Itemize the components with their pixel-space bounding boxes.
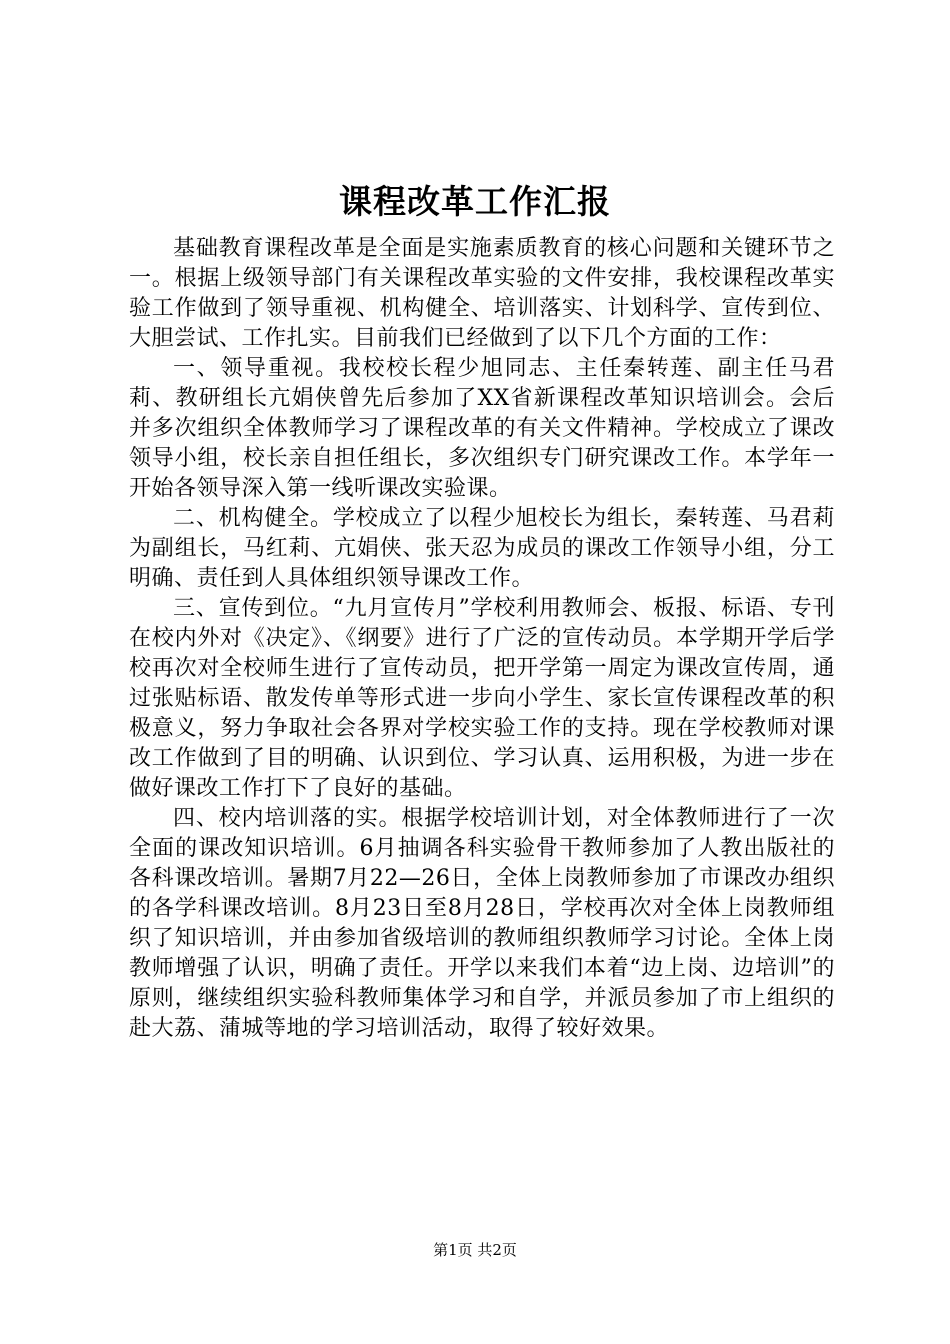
document-body	[129, 234, 835, 1044]
paragraph-intro: 基础教育课程改革是全面是实施素质教育的核心问题和关键环节之一。根据上级领导部门有关课程改革实验的文件安排，我校课程改革实验工作做到了领导重视、机构健全、培训落实、计划科学、宣传到位、大胆尝试、工作扎实。目前我们已经做到了以下几个方面的工作：	[129, 236, 835, 351]
paragraph-publicity: 三、宣传到位。“九月宣传月”学校利用教师会、板报、标语、专刊在校内外对《决定》、《纲要》进行了广泛的宣传动员。本学期开学后学校再次对全校师生进行了宣传动员，把开学第一周定为课改宣传周，通过张贴标语、散发传单等形式进一步向小学生、家长宣传课程改革的积极意义，努力争取社会各界对学校实验工作的支持。现在学校教师对课改工作做到了目的明确、认识到位、学习认真、运用积极，为进一步在做好课改工作打下了良好的基础。	[129, 596, 835, 801]
document-title: 课程改革工作汇报	[339, 182, 611, 221]
paragraph-leadership: 一、领导重视。我校校长程少旭同志、主任秦转莲、副主任马君莉、教研组长亢娟侠曾先后参加了XX省新课程改革知识培训会。会后并多次组织全体教师学习了课程改革的有关文件精神。学校成立了课改领导小组，校长亲自担任组长，多次组织专门研究课改工作。本学年一开始各领导深入第一线听课改实验课。	[129, 356, 835, 501]
paragraph-organization: 二、机构健全。学校成立了以程少旭校长为组长，秦转莲、马君莉为副组长，马红莉、亢娟侠、张天忍为成员的课改工作领导小组，分工明确、责任到人具体组织领导课改工作。	[129, 506, 835, 591]
paragraph-training: 四、校内培训落的实。根据学校培训计划，对全体教师进行了一次全面的课改知识培训。6月抽调各科实验骨干教师参加了人教出版社的各科课改培训。暑期7月22—26日，全体上岗教师参加了市课改办组织的各学科课改培训。8月23日至8月28日，学校再次对全体上岗教师组织了知识培训，并由参加省级培训的教师组织教师学习讨论。全体上岗教师增强了认识，明确了责任。开学以来我们本着“边上岗、边培训”的原则，继续组织实验科教师集体学习和自学，并派员参加了市上组织的赴大荔、蒲城等地的学习培训活动，取得了较好效果。	[129, 806, 835, 1041]
page-number: 第1页 共2页	[433, 1241, 517, 1259]
